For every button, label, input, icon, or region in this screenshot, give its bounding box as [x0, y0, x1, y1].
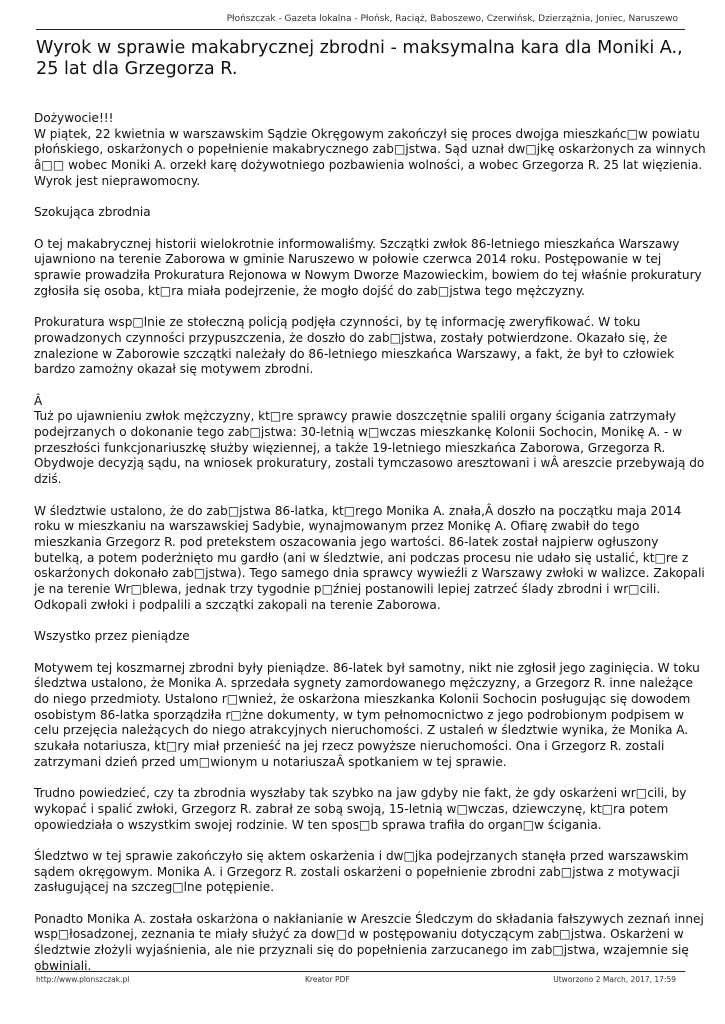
footer-divider [36, 971, 685, 972]
paragraph: Motywem tej koszmarnej zbrodni były pieniądze. 86-latek był samotny, nikt nie zgłosił jego zaginięcia. W toku śledztwa ustalono, że Monika A. sprzedała sygnety zamordowanego mężczyzny, a Grzegorz R. inne należące do niego przedmioty. Ustalono r□wnież, że oskarżona mieszkanka Kolonii Sochocin posługując się dowodem osobistym 86-latka sporządziła r□żne dokumenty, w tym pełnomocnictwo z jego podrobionym podpisem w celu przejęcia należących do niego atrakcyjnych nieruchomości. Z ustaleń w śledztwie wynika, że Monika A. szukała notariusza, kt□ry miał przenieść na jej rzecz powyższe nieruchomości. Ona i Grzegorz R. zostali zatrzymani dzień przed um□wionym u notariuszaÂ spotkaniem w tej sprawie. [34, 660, 700, 769]
article-title: Wyrok w sprawie makabrycznej zbrodni - maksymalna kara dla Moniki A., 25 lat dla Grzegorza R. [36, 38, 683, 79]
section-heading: Wszystko przez pieniądze [34, 629, 190, 644]
article-body [34, 111, 710, 990]
paragraph: Trudno powiedzieć, czy ta zbrodnia wyszłaby tak szybko na jaw gdyby nie fakt, że gdy oskarżeni wr□cili, by wykopać i spalić zwłoki, Grzegorz R. zabrał ze sobą swoją, 15-letnią w□wczas, dziewczynę, kt□ra potem opowiedziała o wszystkim swojej rodzinie. W ten spos□b sprawa trafiła do organ□w ścigania. [34, 786, 687, 832]
paragraph: Â Tuż po ujawnieniu zwłok mężczyzny, kt□re sprawcy prawie doszczętnie spalili organy ścigania zatrzymały podejrzanych o dokonanie tego zab□jstwa: 30-letnią w□wczas mieszkankę Kolonii Sochocin, Monikę A. - w przeszłości funkcjonariuszkę służby więziennej, a także 19-letniego mieszkańca Zaborowa, Grzegorza R. Obydwoje decyzją sądu, na wniosek prokuratury, zostali tymczasowo aresztowani i wÂ areszcie przebywają do dziś. [34, 393, 705, 487]
paragraph-intro: Dożywocie!!! W piątek, 22 kwietnia w warszawskim Sądzie Okręgowym zakończył się proces dwojga mieszkańc□w powiatu płońskiego, oskarżonych o popełnienie makabrycznego zab□jstwa. Sąd uznał dw□jkę oskarżonych za winnych â□□ wobec Moniki A. orzekł karę dożywotniego pozbawienia wolności, a wobec Grzegorza R. 25 lat więzienia. Wyrok jest nieprawomocny. [34, 111, 706, 188]
paragraph: Prokuratura wsp□lnie ze stołeczną policją podjęła czynności, by tę informację zweryfikować. W toku prowadzonych czynności przypuszczenia, że doszło do zab□jstwa, zostały potwierdzone. Okazało się, że znalezione w Zaborowie szczątki należały do 86-letniego mieszkańca Warszawy, a fakt, że był to człowiek bardzo zamożny okazał się motywem zbrodni. [34, 315, 675, 377]
paragraph: W śledztwie ustalono, że do zab□jstwa 86-latka, kt□rego Monika A. znała,Â doszło na początku maja 2014 roku w mieszkaniu na warszawskiej Sadybie, wynajmowanym przez Monikę A. Ofiarę zwabił do tego mieszkania Grzegorz R. pod pretekstem oszacowania jego wartości. 86-latek został najpierw ogłuszony butelką, a potem poderżnięto mu gardło (ani w śledztwie, ani podczas procesu nie udało się ustalić, kt□re z oskarżonych dokonało zab□jstwa). Tego samego dnia sprawcy wywieźli z Warszawy zwłoki w walizce. Zakopali je na terenie Wr□blewa, jednak trzy tygodnie p□źniej postanowili lepiej zatrzeć ślady zbrodni i wr□cili. Odkopali zwłoki i podpalili a szczątki zakopali na terenie Zaborowa. [34, 503, 705, 612]
footer-url-link[interactable]: http://www.plonszczak.pl [36, 975, 130, 984]
paragraph: Ponadto Monika A. została oskarżona o nakłanianie w Areszcie Śledczym do składania fałszywych zeznań innej wsp□łosadzonej, zeznania te miały służyć za dow□d w postępowaniu dotyczącym zab□jstwa. Oskarżeni w śledztwie złożyli wyjaśnienia, ale nie przyznali się do popełnienia zarzucanego im zab□jstwa, wzajemnie się obwiniali. [34, 911, 704, 973]
footer-created-timestamp: Utworzono 2 March, 2017, 17:59 [553, 975, 676, 984]
section-heading: Szokująca zbrodnia [34, 205, 151, 220]
header-site-name: Płońszczak - Gazeta lokalna - Płońsk, Raciąż, Baboszewo, Czerwińsk, Dzierzążnia, Joniec, Naruszewo [226, 14, 678, 24]
paragraph: O tej makabrycznej historii wielokrotnie informowaliśmy. Szczątki zwłok 86-letniego mieszkańca Warszawy ujawniono na terenie Zaborowa w gminie Naruszewo w połowie czerwca 2014 roku. Postępowanie w tej sprawie prowadziła Prokuratura Rejonowa w Nowym Dworze Mazowieckim, bowiem do tej właśnie prokuratury zgłosiła się osoba, kt□ra miała podejrzenie, że mogło dojść do zab□jstwa tego mężczyzny. [34, 236, 702, 298]
footer-generator: Kreator PDF [305, 975, 350, 984]
paragraph: Śledztwo w tej sprawie zakończyło się aktem oskarżenia i dw□jka podejrzanych stanęła przed warszawskim sądem okręgowym. Monika A. i Grzegorz R. zostali oskarżeni o popełnienie zbrodni zab□jstwa z motywacji zasługującej na szczeg□lne potępienie. [34, 848, 689, 895]
header-divider [36, 29, 685, 30]
